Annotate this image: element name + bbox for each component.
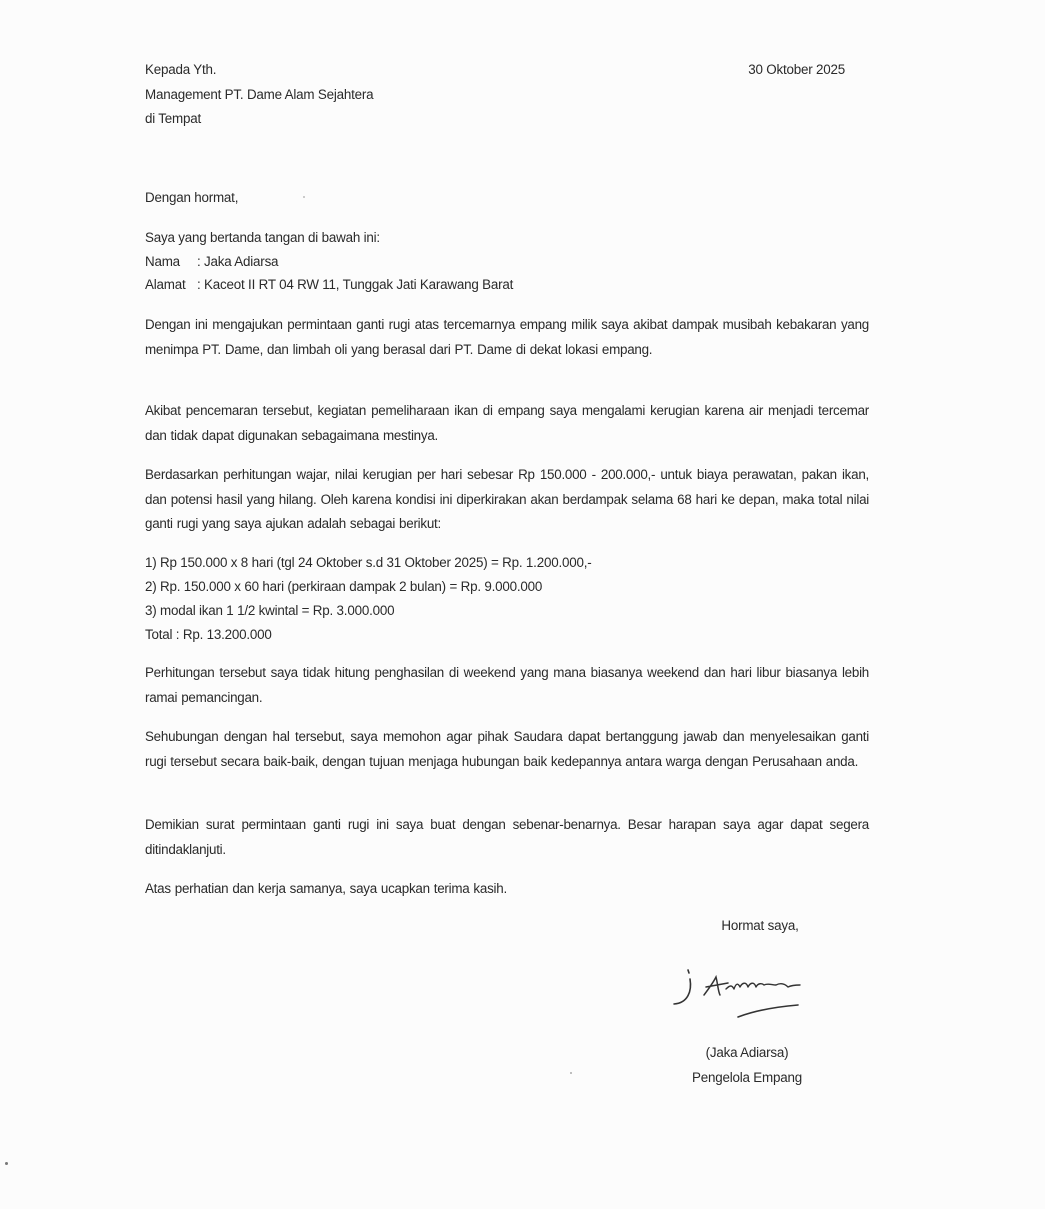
letter-date: 30 Oktober 2025: [748, 62, 845, 77]
recipient-salutation: Kepada Yth.: [145, 62, 217, 77]
recipient-location: di Tempat: [145, 111, 202, 126]
address-value: : Kaceot II RT 04 RW 11, Tunggak Jati Karawang Barat: [197, 277, 514, 292]
paragraph-responsibility: Sehubungan dengan hal tersebut, saya memohon agar pihak Saudara dapat bertanggung jawab dan menyelesaikan ganti rugi tersebut secara baik-baik, dengan tujuan menjaga hubungan baik kedepannya antara warga dengan Perusahaan anda.: [145, 729, 869, 769]
closing-phrase: Hormat saya,: [721, 918, 799, 933]
identity-address-row: [145, 273, 513, 297]
paragraph-request: Dengan ini mengajukan permintaan ganti rugi atas tercemarnya empang milik saya akibat dampak musibah kebakaran yang menimpa PT. Dame, dan limbah oli yang berasal dari PT. Dame di dekat lokasi empang.: [145, 317, 869, 357]
calculation-item-1: 1) Rp 150.000 x 8 hari (tgl 24 Oktober s.d 31 Oktober 2025) = Rp. 1.200.000,-: [145, 555, 592, 570]
calculation-item-2: 2) Rp. 150.000 x 60 hari (perkiraan dampak 2 bulan) = Rp. 9.000.000: [145, 579, 543, 594]
intro-text: Saya yang bertanda tangan di bawah ini:: [145, 230, 380, 245]
calculation-total: Total : Rp. 13.200.000: [145, 627, 272, 642]
calculation-item-3: 3) modal ikan 1 1/2 kwintal = Rp. 3.000.000: [145, 603, 395, 618]
name-value: : Jaka Adiarsa: [197, 254, 279, 269]
greeting: Dengan hormat,: [145, 190, 239, 205]
scan-speck: [570, 1072, 572, 1074]
paragraph-impact: Akibat pencemaran tersebut, kegiatan pemeliharaan ikan di empang saya mengalami kerugian karena air menjadi tercemar dan tidak dapat digunakan sebagaimana mestinya.: [145, 403, 869, 443]
paragraph-thanks: Atas perhatian dan kerja samanya, saya ucapkan terima kasih.: [145, 881, 507, 896]
scan-speck: [5, 1162, 8, 1165]
paragraph-calculation-basis: Berdasarkan perhitungan wajar, nilai kerugian per hari sebesar Rp 150.000 - 200.000,- untuk biaya perawatan, pakan ikan, dan potensi hasil yang hilang. Oleh karena kondisi ini diperkirakan akan berdampak selama 68 hari ke depan, maka total nilai ganti rugi yang saya ajukan adalah sebagai berikut:: [145, 467, 869, 531]
address-label: Alamat: [145, 277, 186, 292]
handwritten-signature-icon: [670, 965, 840, 1025]
name-label: Nama: [145, 254, 180, 269]
signatory-name: (Jaka Adiarsa): [705, 1045, 789, 1060]
signatory-title: Pengelola Empang: [692, 1070, 802, 1085]
recipient-company: Management PT. Dame Alam Sejahtera: [145, 87, 374, 102]
paragraph-weekend-note: Perhitungan tersebut saya tidak hitung penghasilan di weekend yang mana biasanya weekend dan hari libur biasanya lebih ramai pemancingan.: [145, 665, 869, 705]
paragraph-conclusion: Demikian surat permintaan ganti rugi ini saya buat dengan sebenar-benarnya. Besar harapan saya agar dapat segera ditindaklanjuti.: [145, 817, 869, 857]
scan-speck: [303, 196, 305, 198]
identity-name-row: [145, 250, 278, 274]
